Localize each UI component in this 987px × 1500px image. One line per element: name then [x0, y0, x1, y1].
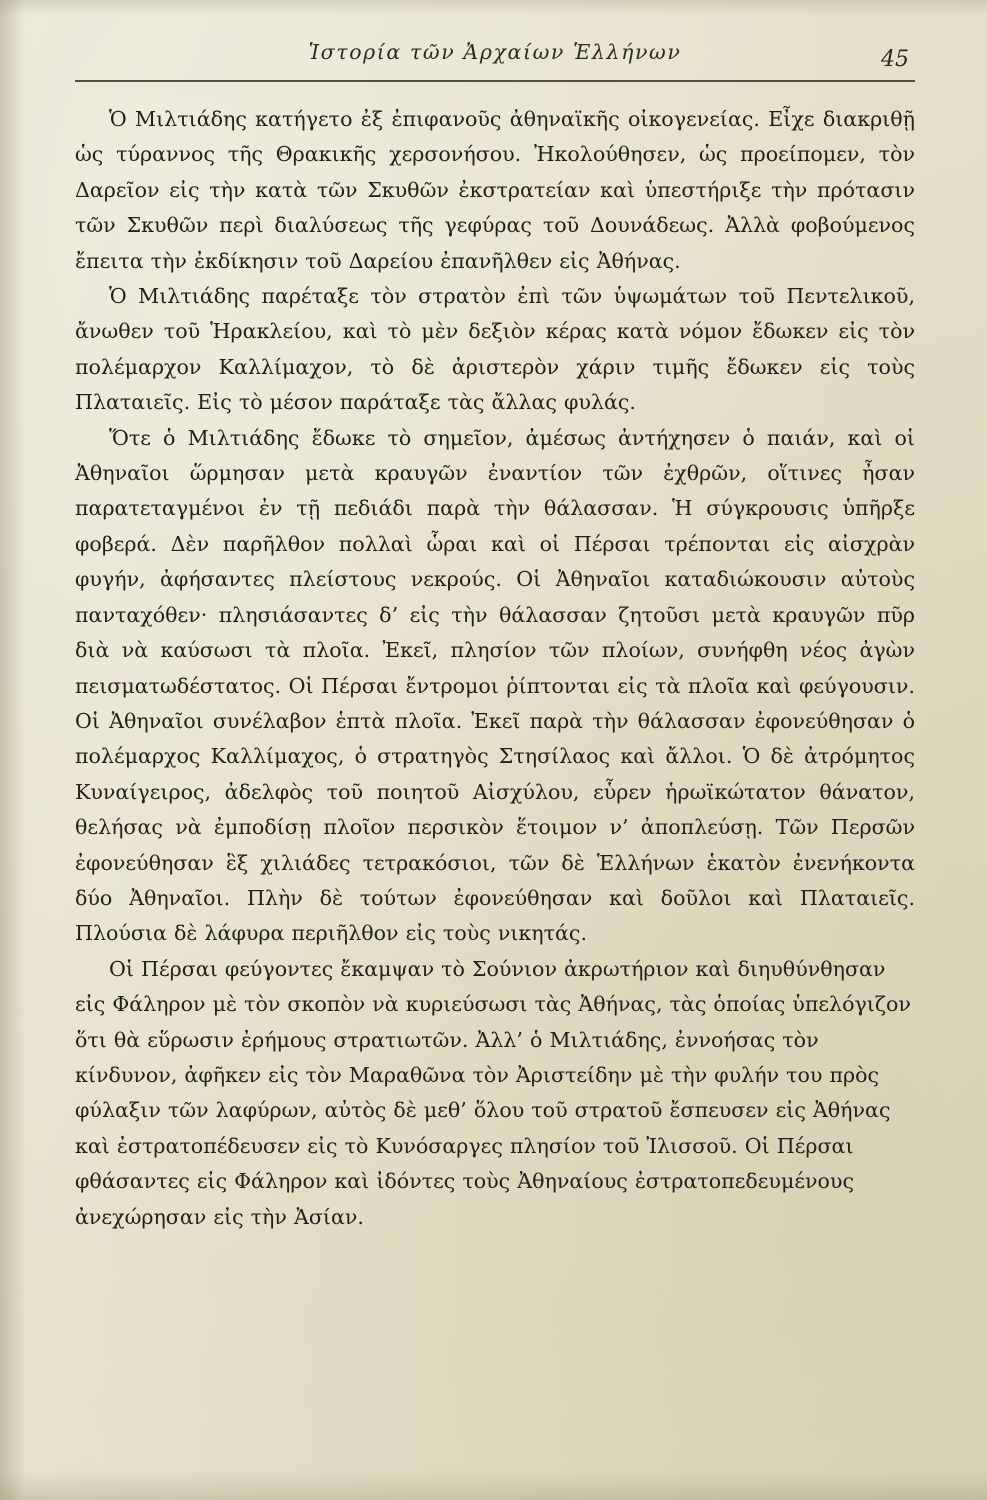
header-rule	[75, 80, 915, 82]
page-left-edge-shadow	[0, 0, 26, 1500]
page-top-edge-shadow	[0, 0, 987, 16]
page-content	[75, 40, 915, 1235]
running-head	[75, 40, 915, 74]
page-bottom-edge-shadow	[0, 1470, 987, 1500]
page-number: 45	[881, 47, 909, 72]
paragraph: Ὁ Μιλτιάδης παρέταξε τὸν στρατὸν ἐπὶ τῶν ὑψωμάτων τοῦ Πεντελικοῦ, ἄνωθεν τοῦ Ἡρακλείου, καὶ τὸ μὲν δεξιὸν κέρας κατὰ νόμον ἔδωκεν εἰς τὸν πολέμαρχον Καλλίμαχον, τὸ δὲ ἀριστερὸν χάριν τιμῆς ἔδωκεν εἰς τοὺς Πλαταιεῖς. Εἰς τὸ μέσον παράταξε τὰς ἄλλας φυλάς.	[75, 284, 915, 415]
paragraph: Ὅτε ὁ Μιλτιάδης ἔδωκε τὸ σημεῖον, ἀμέσως ἀντήχησεν ὁ παιάν, καὶ οἱ Ἀθηναῖοι ὥρμησαν μετὰ κραυγῶν ἐναντίον τῶν ἐχθρῶν, οἵτινες ἦσαν παρατεταγμένοι ἐν τῇ πεδιάδι παρὰ τὴν θάλασσαν. Ἡ σύγκρουσις ὑπῆρξε φοβερά. Δὲν παρῆλθον πολλαὶ ὧραι καὶ οἱ Πέρσαι τρέπονται εἰς αἰσχρὰν φυγήν, ἀφήσαντες πλείστους νεκρούς. Οἱ Ἀθηναῖοι καταδιώκουσιν αὐτοὺς πανταχόθεν· πλησιάσαντες δ’ εἰς τὴν θάλασσαν ζητοῦσι μετὰ κραυγῶν πῦρ διὰ νὰ καύσωσι τὰ πλοῖα. Ἐκεῖ, πλησίον τῶν πλοίων, συνήφθη νέος ἀγὼν πεισματωδέστατος. Οἱ Πέρσαι ἔντρομοι ῥίπτονται εἰς τὰ πλοῖα καὶ φεύγουσιν. Οἱ Ἀθηναῖοι συνέλαβον ἑπτὰ πλοῖα. Ἐκεῖ παρὰ τὴν θάλασσαν ἐφονεύθησαν ὁ πολέμαρχος Καλλίμαχος, ὁ στρατηγὸς Στησίλαος καὶ ἄλλοι. Ὁ δὲ ἀτρόμητος Κυναίγειρος, ἀδελφὸς τοῦ ποιητοῦ Αἰσχύλου, εὗρεν ἡρωϊκώτατον θάνατον, θελήσας νὰ ἐμποδίσῃ πλοῖον περσικὸν ἕτοιμον ν’ ἀποπλεύσῃ. Τῶν Περσῶν ἐφονεύθησαν ἓξ χιλιάδες τετρακόσιοι, τῶν δὲ Ἑλλήνων ἑκατὸν ἐνενήκοντα δύο Ἀθηναῖοι. Πλὴν δὲ τούτων ἐφονεύθησαν καὶ δοῦλοι καὶ Πλαταιεῖς. Πλούσια δὲ λάφυρα περιῆλθον εἰς τοὺς νικητάς.	[75, 425, 915, 946]
body-text	[75, 102, 915, 1235]
paragraph: Ὁ Μιλτιάδης κατήγετο ἐξ ἐπιφανοῦς ἀθηναϊκῆς οἰκογενείας. Εἶχε διακριθῇ ὡς τύραννος τῆς Θρακικῆς χερσονήσου. Ἠκολούθησεν, ὡς προείπομεν, τὸν Δαρεῖον εἰς τὴν κατὰ τῶν Σκυθῶν ἐκστρατείαν καὶ ὑπεστήριξε τὴν πρότασιν τῶν Σκυθῶν περὶ διαλύσεως τῆς γεφύρας τοῦ Δουνάδεως. Ἀλλὰ φοβούμενος ἔπειτα τὴν ἐκδίκησιν τοῦ Δαρείου ἐπανῆλθεν εἰς Ἀθήνας.	[75, 107, 915, 273]
running-title: Ἱστορία τῶν Ἀρχαίων Ἑλλήνων	[308, 40, 682, 64]
paragraph: Οἱ Πέρσαι φεύγοντες ἔκαμψαν τὸ Σούνιον ἀκρωτήριον καὶ διηυθύνθησαν εἰς Φάληρον μὲ τὸν σκοπὸν νὰ κυριεύσωσι τὰς Ἀθήνας, τὰς ὁποίας ὑπελόγιζον ὅτι θὰ εὕρωσιν ἐρήμους στρατιωτῶν. Ἀλλ’ ὁ Μιλτιάδης, ἐννοήσας τὸν κίνδυνον, ἀφῆκεν εἰς τὸν Μαραθῶνα τὸν Ἀριστείδην μὲ τὴν φυλήν του πρὸς φύλαξιν τῶν λαφύρων, αὐτὸς δὲ μεθ’ ὅλου τοῦ στρατοῦ ἔσπευσεν εἰς Ἀθήνας καὶ ἐστρατοπέδευσεν εἰς τὸ Κυνόσαργες πλησίον τοῦ Ἰλισσοῦ. Οἱ Πέρσαι φθάσαντες εἰς Φάληρον καὶ ἰδόντες τοὺς Ἀθηναίους ἐστρατοπεδευμένους ἀνεχώρησαν εἰς τὴν Ἀσίαν.	[75, 956, 911, 1229]
